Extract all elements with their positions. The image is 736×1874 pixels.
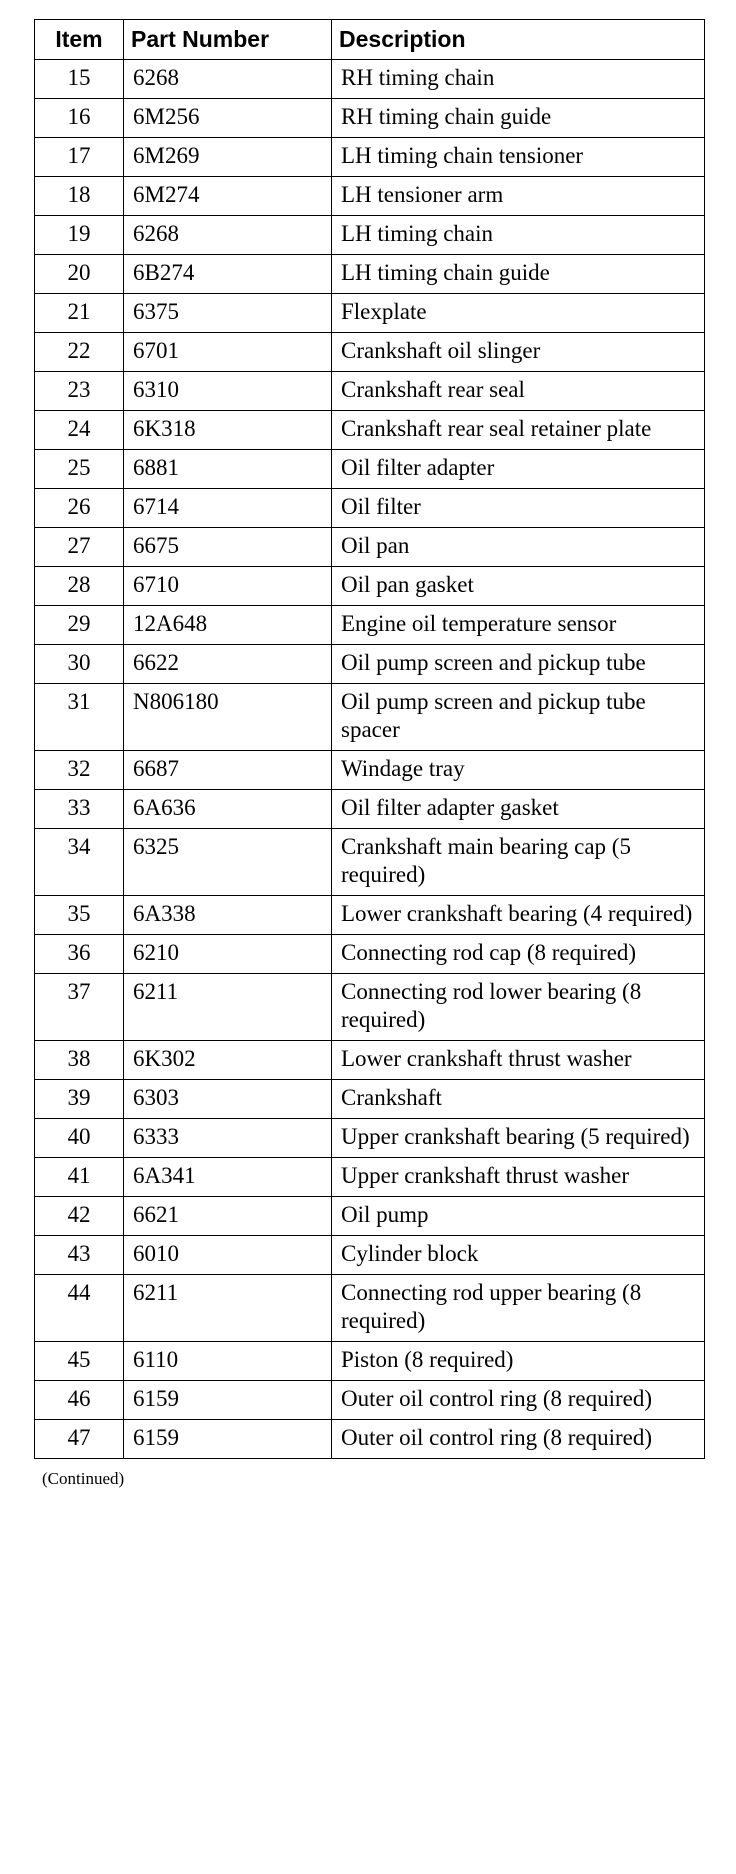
description-cell: Flexplate: [332, 294, 705, 333]
part-number-cell: 6M269: [124, 138, 332, 177]
part-number-cell: 6210: [124, 935, 332, 974]
description-cell: Oil pump screen and pickup tube spacer: [332, 684, 705, 751]
table-row: [35, 411, 705, 450]
part-number-cell: 6A338: [124, 896, 332, 935]
table-row: [35, 684, 705, 751]
part-number-cell: 6010: [124, 1236, 332, 1275]
part-number-cell: 6622: [124, 645, 332, 684]
description-cell: RH timing chain guide: [332, 99, 705, 138]
table-row: [35, 1381, 705, 1420]
part-number-cell: 6714: [124, 489, 332, 528]
description-cell: Outer oil control ring (8 required): [332, 1381, 705, 1420]
description-cell: Oil pan: [332, 528, 705, 567]
item-cell: 16: [35, 99, 124, 138]
part-number-cell: 6211: [124, 1275, 332, 1342]
description-cell: Windage tray: [332, 751, 705, 790]
table-row: [35, 1158, 705, 1197]
table-row: [35, 216, 705, 255]
table-row: [35, 567, 705, 606]
table-row: [35, 294, 705, 333]
description-cell: Engine oil temperature sensor: [332, 606, 705, 645]
table-row: [35, 1080, 705, 1119]
item-cell: 43: [35, 1236, 124, 1275]
description-cell: LH tensioner arm: [332, 177, 705, 216]
item-cell: 35: [35, 896, 124, 935]
description-cell: Oil filter: [332, 489, 705, 528]
table-row: [35, 1236, 705, 1275]
parts-list: [34, 19, 705, 1489]
item-cell: 29: [35, 606, 124, 645]
table-row: [35, 974, 705, 1041]
part-number-cell: 6159: [124, 1381, 332, 1420]
table-row: [35, 255, 705, 294]
item-cell: 40: [35, 1119, 124, 1158]
description-cell: LH timing chain: [332, 216, 705, 255]
item-cell: 24: [35, 411, 124, 450]
part-number-cell: 6687: [124, 751, 332, 790]
item-cell: 44: [35, 1275, 124, 1342]
part-number-cell: 6K302: [124, 1041, 332, 1080]
item-cell: 32: [35, 751, 124, 790]
table-row: [35, 372, 705, 411]
column-header-part-number: Part Number: [124, 20, 332, 60]
item-cell: 41: [35, 1158, 124, 1197]
item-cell: 25: [35, 450, 124, 489]
part-number-cell: 6M256: [124, 99, 332, 138]
part-number-cell: 6268: [124, 216, 332, 255]
description-cell: Oil filter adapter: [332, 450, 705, 489]
table-row: [35, 528, 705, 567]
table-row: [35, 829, 705, 896]
table-row: [35, 645, 705, 684]
part-number-cell: 6A636: [124, 790, 332, 829]
table-row: [35, 935, 705, 974]
description-cell: Crankshaft rear seal: [332, 372, 705, 411]
description-cell: Connecting rod lower bearing (8 required): [332, 974, 705, 1041]
table-row: [35, 1119, 705, 1158]
table-row: [35, 333, 705, 372]
part-number-cell: 6303: [124, 1080, 332, 1119]
description-cell: Upper crankshaft bearing (5 required): [332, 1119, 705, 1158]
item-cell: 37: [35, 974, 124, 1041]
column-header-description: Description: [332, 20, 705, 60]
item-cell: 31: [35, 684, 124, 751]
description-cell: Crankshaft oil slinger: [332, 333, 705, 372]
description-cell: Upper crankshaft thrust washer: [332, 1158, 705, 1197]
part-number-cell: 6M274: [124, 177, 332, 216]
table-row: [35, 450, 705, 489]
part-number-cell: 6310: [124, 372, 332, 411]
item-cell: 27: [35, 528, 124, 567]
description-cell: Outer oil control ring (8 required): [332, 1420, 705, 1459]
description-cell: Lower crankshaft bearing (4 required): [332, 896, 705, 935]
item-cell: 30: [35, 645, 124, 684]
continued-note: (Continued): [42, 1469, 125, 1488]
description-cell: Oil filter adapter gasket: [332, 790, 705, 829]
part-number-cell: 6333: [124, 1119, 332, 1158]
part-number-cell: 6268: [124, 60, 332, 99]
table-row: [35, 489, 705, 528]
item-cell: 23: [35, 372, 124, 411]
item-cell: 19: [35, 216, 124, 255]
table-row: [35, 606, 705, 645]
item-cell: 45: [35, 1342, 124, 1381]
description-cell: Lower crankshaft thrust washer: [332, 1041, 705, 1080]
item-cell: 15: [35, 60, 124, 99]
description-cell: Crankshaft main bearing cap (5 required): [332, 829, 705, 896]
table-row: [35, 60, 705, 99]
item-cell: 47: [35, 1420, 124, 1459]
item-cell: 38: [35, 1041, 124, 1080]
description-cell: Crankshaft: [332, 1080, 705, 1119]
part-number-cell: 6621: [124, 1197, 332, 1236]
item-cell: 36: [35, 935, 124, 974]
item-cell: 46: [35, 1381, 124, 1420]
part-number-cell: 6701: [124, 333, 332, 372]
table-row: [35, 177, 705, 216]
description-cell: LH timing chain tensioner: [332, 138, 705, 177]
table-row: [35, 896, 705, 935]
description-cell: Connecting rod upper bearing (8 required): [332, 1275, 705, 1342]
table-row: [35, 1420, 705, 1459]
column-header-item: Item: [35, 20, 124, 60]
part-number-cell: 12A648: [124, 606, 332, 645]
table-row: [35, 751, 705, 790]
table-row: [35, 1342, 705, 1381]
table-body: [35, 60, 705, 1459]
table-header-row: [35, 20, 705, 60]
table-row: [35, 99, 705, 138]
item-cell: 26: [35, 489, 124, 528]
item-cell: 34: [35, 829, 124, 896]
parts-table: [34, 19, 705, 1459]
item-cell: 17: [35, 138, 124, 177]
part-number-cell: 6110: [124, 1342, 332, 1381]
table-row: [35, 1275, 705, 1342]
table-row: [35, 138, 705, 177]
item-cell: 28: [35, 567, 124, 606]
description-cell: Oil pan gasket: [332, 567, 705, 606]
part-number-cell: 6K318: [124, 411, 332, 450]
part-number-cell: 6A341: [124, 1158, 332, 1197]
item-cell: 21: [35, 294, 124, 333]
part-number-cell: N806180: [124, 684, 332, 751]
description-cell: RH timing chain: [332, 60, 705, 99]
item-cell: 20: [35, 255, 124, 294]
part-number-cell: 6881: [124, 450, 332, 489]
item-cell: 18: [35, 177, 124, 216]
item-cell: 39: [35, 1080, 124, 1119]
description-cell: Oil pump: [332, 1197, 705, 1236]
description-cell: Connecting rod cap (8 required): [332, 935, 705, 974]
table-row: [35, 1197, 705, 1236]
item-cell: 33: [35, 790, 124, 829]
description-cell: Crankshaft rear seal retainer plate: [332, 411, 705, 450]
table-row: [35, 1041, 705, 1080]
description-cell: Cylinder block: [332, 1236, 705, 1275]
part-number-cell: 6375: [124, 294, 332, 333]
item-cell: 42: [35, 1197, 124, 1236]
description-cell: Oil pump screen and pickup tube: [332, 645, 705, 684]
part-number-cell: 6B274: [124, 255, 332, 294]
part-number-cell: 6325: [124, 829, 332, 896]
description-cell: Piston (8 required): [332, 1342, 705, 1381]
item-cell: 22: [35, 333, 124, 372]
description-cell: LH timing chain guide: [332, 255, 705, 294]
part-number-cell: 6159: [124, 1420, 332, 1459]
part-number-cell: 6710: [124, 567, 332, 606]
part-number-cell: 6211: [124, 974, 332, 1041]
part-number-cell: 6675: [124, 528, 332, 567]
table-row: [35, 790, 705, 829]
